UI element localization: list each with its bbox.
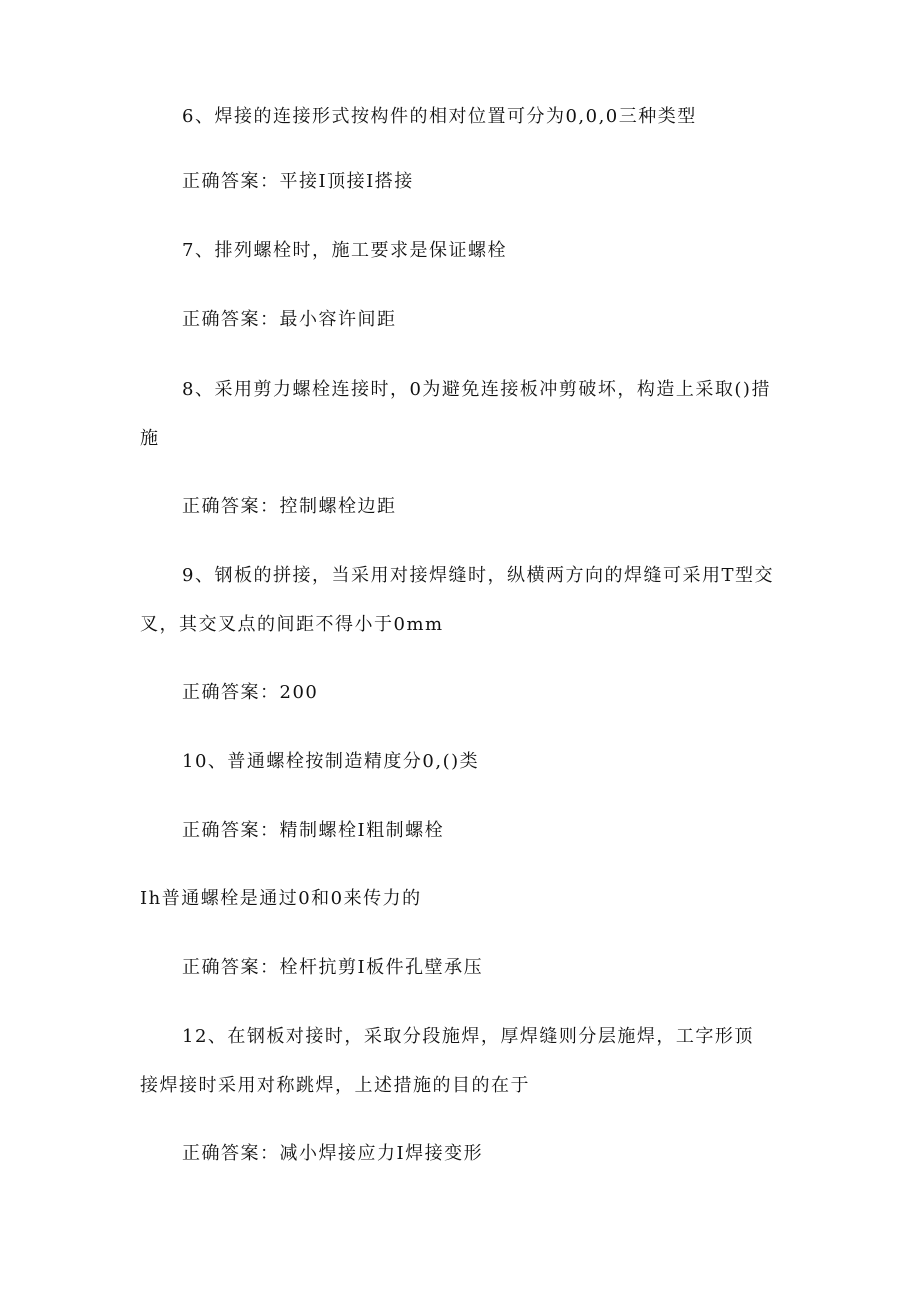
question-12-line-2: 接焊接时采用对称跳焊，上述措施的目的在于: [140, 1075, 530, 1096]
answer-10: 正确答案：精制螺栓I粗制螺栓: [182, 820, 445, 841]
question-7-line-1: 7、排列螺栓时，施工要求是保证螺栓: [182, 240, 507, 261]
question-9-line-1: 9、钢板的拼接，当采用对接焊缝时，纵横两方向的焊缝可采用T型交: [182, 565, 774, 586]
answer-6: 正确答案：平接I顶接I搭接: [182, 171, 414, 192]
answer-7: 正确答案：最小容许间距: [182, 309, 397, 330]
answer-8: 正确答案：控制螺栓边距: [182, 496, 397, 517]
question-8-line-1: 8、采用剪力螺栓连接时，0为避免连接板冲剪破坏，构造上采取()措: [182, 379, 771, 400]
question-11-line-1: Ih普通螺栓是通过0和0来传力的: [140, 888, 422, 909]
question-8-line-2: 施: [140, 428, 160, 449]
question-9-line-2: 叉，其交叉点的间距不得小于0mm: [140, 614, 444, 635]
question-12-line-1: 12、在钢板对接时，采取分段施焊，厚焊缝则分层施焊，工字形顶: [182, 1026, 754, 1047]
question-10-line-1: 10、普通螺栓按制造精度分0,()类: [182, 751, 480, 772]
answer-12: 正确答案：减小焊接应力I焊接变形: [182, 1143, 484, 1164]
answer-11: 正确答案：栓杆抗剪I板件孔壁承压: [182, 957, 484, 978]
answer-9: 正确答案：200: [182, 682, 319, 703]
question-6-line-1: 6、焊接的连接形式按构件的相对位置可分为0,0,0三种类型: [182, 106, 697, 127]
